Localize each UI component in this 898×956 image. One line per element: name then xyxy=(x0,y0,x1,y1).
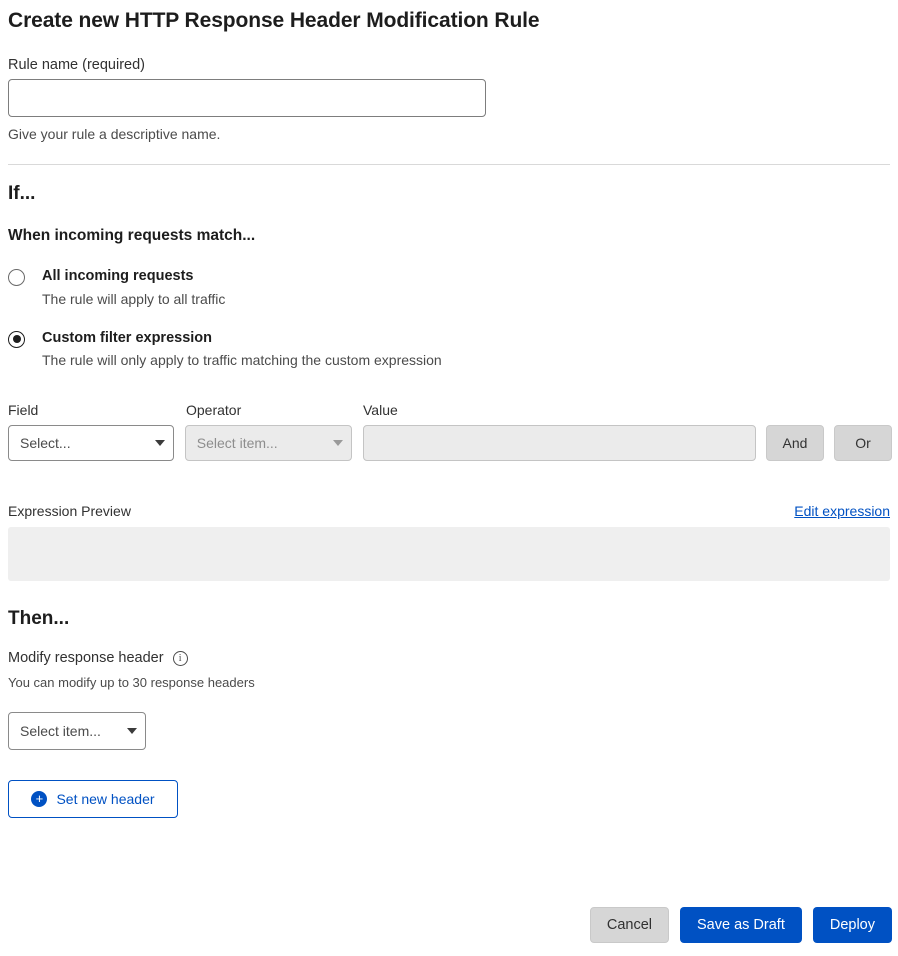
section-divider xyxy=(8,164,890,165)
plus-circle-icon: + xyxy=(31,791,47,807)
expression-preview-label: Expression Preview xyxy=(8,503,131,520)
field-select[interactable] xyxy=(8,425,174,461)
then-section-heading: Then... xyxy=(8,608,70,630)
filter-builder-labels xyxy=(8,402,892,418)
rule-name-helper: Give your rule a descriptive name. xyxy=(8,126,221,142)
modify-response-header-help: You can modify up to 30 response headers xyxy=(8,675,255,691)
radio-all-requests-description: The rule will apply to all traffic xyxy=(42,290,226,307)
footer-actions xyxy=(590,907,892,943)
filter-builder-row xyxy=(8,425,892,461)
field-label: Field xyxy=(8,402,39,419)
value-label: Value xyxy=(363,402,398,419)
header-action-select[interactable] xyxy=(8,712,146,750)
filter-builder xyxy=(8,402,892,461)
radio-option-all-requests[interactable] xyxy=(8,267,892,307)
operator-select[interactable] xyxy=(185,425,352,461)
radio-custom-filter-indicator[interactable] xyxy=(8,331,25,348)
radio-option-custom-filter[interactable] xyxy=(8,329,892,369)
rule-name-input[interactable] xyxy=(8,79,486,117)
radio-all-requests-indicator[interactable] xyxy=(8,269,25,286)
expression-preview-header xyxy=(8,503,890,519)
radio-custom-filter-description: The rule will only apply to traffic matching the custom expression xyxy=(42,352,442,369)
radio-custom-filter-title: Custom filter expression xyxy=(42,329,213,346)
radio-all-requests-text xyxy=(42,267,225,307)
create-rule-page xyxy=(0,9,898,956)
or-button[interactable]: Or xyxy=(834,425,892,461)
modify-response-header-label: Modify response header xyxy=(8,650,164,667)
expression-preview-box xyxy=(8,527,890,581)
if-section-subheading: When incoming requests match... xyxy=(8,227,256,244)
radio-all-requests-title: All incoming requests xyxy=(42,268,194,284)
cancel-button[interactable]: Cancel xyxy=(590,907,669,943)
if-section-heading: If... xyxy=(8,183,36,204)
set-new-header-button[interactable] xyxy=(8,780,178,818)
value-input[interactable] xyxy=(363,425,756,461)
chevron-down-icon xyxy=(155,440,165,446)
rule-name-label: Rule name (required) xyxy=(8,57,146,73)
and-button[interactable]: And xyxy=(766,425,824,461)
edit-expression-link[interactable]: Edit expression xyxy=(794,503,890,520)
info-icon[interactable]: i xyxy=(173,651,188,666)
deploy-button[interactable]: Deploy xyxy=(813,907,892,943)
field-select-value: Select... xyxy=(20,435,71,452)
chevron-down-icon xyxy=(333,440,343,446)
set-new-header-label: Set new header xyxy=(56,791,155,808)
radio-custom-filter-text xyxy=(42,329,442,369)
operator-select-value: Select item... xyxy=(196,435,278,452)
modify-response-header-row xyxy=(8,650,892,666)
page-title: Create new HTTP Response Header Modification Rule xyxy=(8,9,540,32)
save-as-draft-button[interactable]: Save as Draft xyxy=(680,907,802,943)
header-action-select-value: Select item... xyxy=(20,723,101,740)
operator-label: Operator xyxy=(186,402,242,419)
chevron-down-icon xyxy=(127,728,137,734)
